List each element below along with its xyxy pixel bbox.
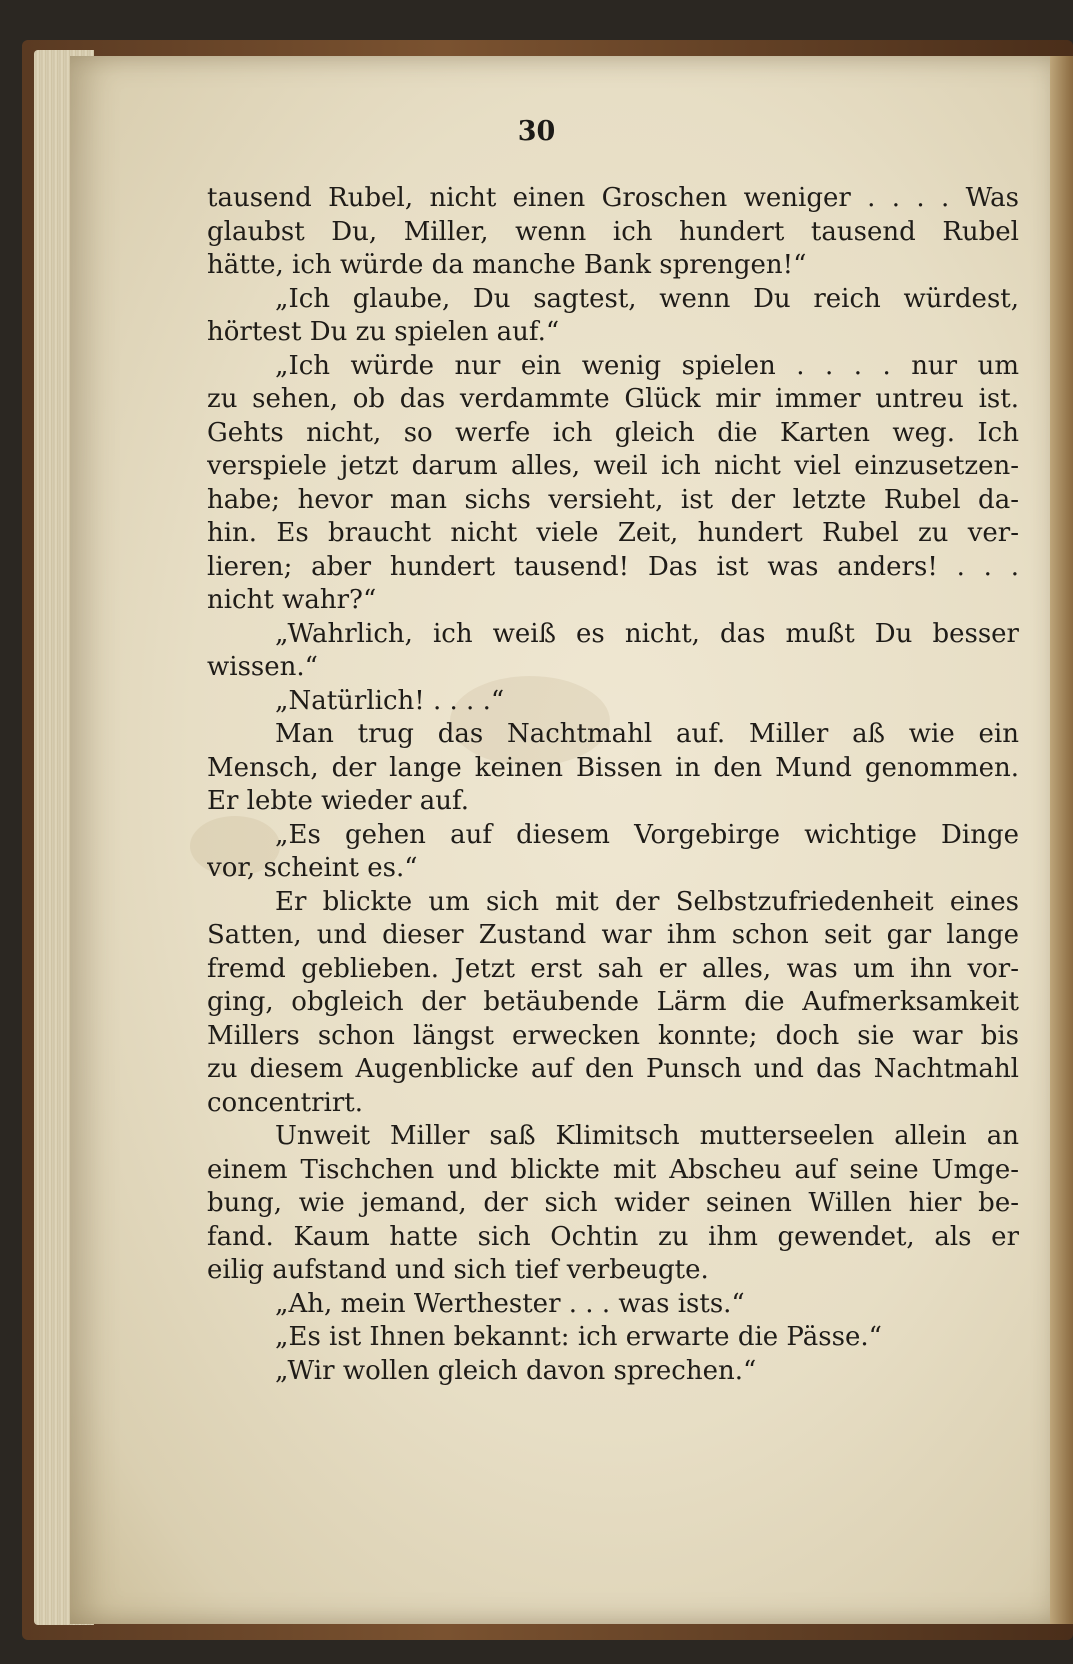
text-line: Er lebte wieder auf.: [207, 786, 470, 816]
text-line: „Es ist Ihnen bekannt: ich erwarte die Pässe.“: [275, 1322, 882, 1352]
text-line: Gehts nicht, so werfe ich gleich die Karten weg. Ich: [207, 417, 1019, 448]
text-line: glaubst Du, Miller, wenn ich hundert tausend Rubel: [207, 216, 1019, 247]
text-line: „Ich glaube, Du sagtest, wenn Du reich würdest,: [275, 283, 1019, 314]
text-line: einem Tischchen und blickte mit Abscheu auf seine Umge-: [207, 1154, 1019, 1185]
text-line: bung, wie jemand, der sich wider seinen Willen hier be-: [207, 1188, 1019, 1218]
text-line: wissen.“: [207, 652, 318, 682]
text-line: „Natürlich! . . . .“: [275, 685, 505, 716]
text-line: „Ich würde nur ein wenig spielen . . . . nur um: [275, 350, 1019, 381]
text-line: vor, scheint es.“: [207, 853, 418, 883]
page-number: 30: [517, 116, 556, 147]
page-gutter-right: [1050, 56, 1073, 1624]
text-line: hätte, ich würde da manche Bank sprengen!“: [207, 250, 807, 280]
text-line: Millers schon längst erwecken konnte; doch sie war bis: [207, 1020, 1019, 1051]
text-line: tausend Rubel, nicht einen Groschen weniger . . . . Was: [207, 183, 1019, 213]
text-line: hin. Es braucht nicht viele Zeit, hundert Rubel zu ver-: [207, 518, 1019, 548]
text-line: „Es gehen auf diesem Vorgebirge wichtige Dinge: [275, 819, 1019, 850]
text-line: „Ah, mein Werthester . . . was ists.“: [275, 1288, 745, 1319]
text-line: Unweit Miller saß Klimitsch mutterseelen allein an: [275, 1121, 1019, 1151]
text-line: Man trug das Nachtmahl auf. Miller aß wie ein: [275, 719, 1019, 749]
text-line: „Wir wollen gleich davon sprechen.“: [275, 1355, 757, 1386]
body-text: [207, 182, 1019, 1388]
text-line: nicht wahr?“: [207, 585, 377, 615]
text-line: eilig aufstand und sich tief verbeugte.: [207, 1255, 709, 1285]
text-line: zu sehen, ob das verdammte Glück mir immer untreu ist.: [207, 384, 1019, 414]
text-line: „Wahrlich, ich weiß es nicht, das mußt Du besser: [275, 618, 1019, 649]
text-line: Mensch, der lange keinen Bissen in den Mund genommen.: [207, 752, 1019, 783]
text-line: ging, obgleich der betäubende Lärm die Aufmerksamkeit: [207, 987, 1019, 1017]
text-line: fand. Kaum hatte sich Ochtin zu ihm gewendet, als er: [207, 1221, 1019, 1252]
text-line: verspiele jetzt darum alles, weil ich nicht viel einzusetzen-: [207, 451, 1019, 481]
text-line: habe; hevor man sichs versieht, ist der letzte Rubel da-: [207, 484, 1019, 515]
text-line: concentrirt.: [207, 1087, 363, 1118]
text-line: hörtest Du zu spielen auf.“: [207, 317, 560, 347]
text-line: fremd geblieben. Jetzt erst sah er alles, was um ihn vor-: [207, 953, 1019, 984]
text-line: lieren; aber hundert tausend! Das ist was anders! . . .: [207, 551, 1019, 582]
text-line: Satten, und dieser Zustand war ihm schon seit gar lange: [207, 920, 1019, 950]
text-line: Er blickte um sich mit der Selbstzufriedenheit eines: [275, 886, 1019, 917]
text-line: zu diesem Augenblicke auf den Punsch und das Nachtmahl: [207, 1054, 1019, 1084]
